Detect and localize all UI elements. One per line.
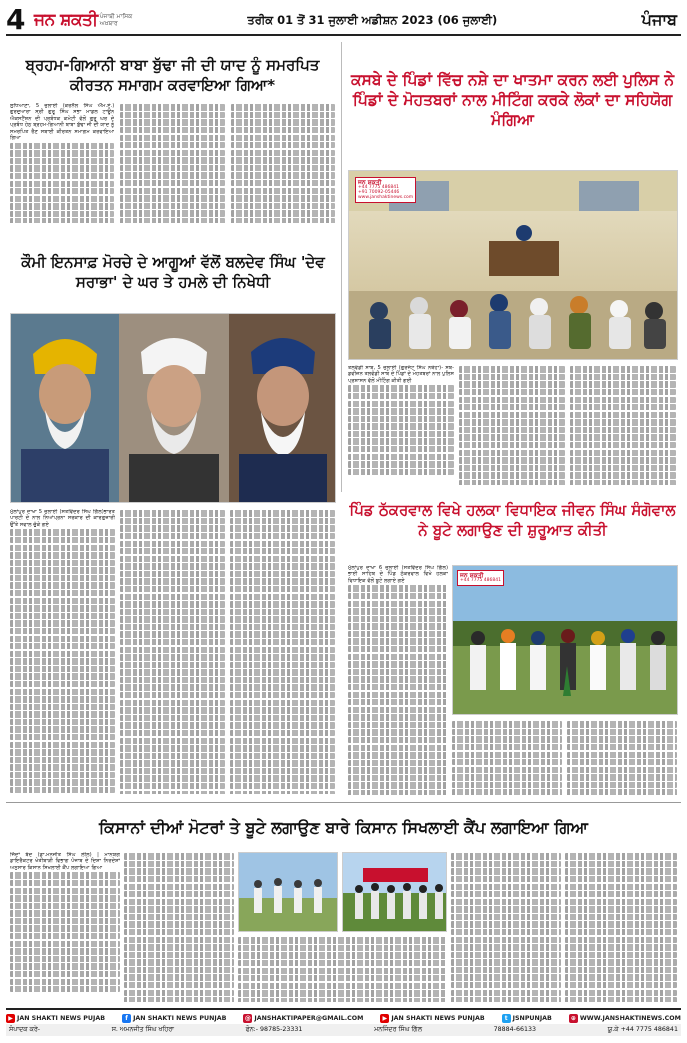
article-column xyxy=(10,509,115,794)
article-kisan-camp xyxy=(6,806,681,1006)
social-link-label: JANSHAKTIPAPER@GMAIL.COM xyxy=(254,1014,364,1022)
article-column xyxy=(459,365,565,485)
social-link[interactable] xyxy=(569,1014,681,1023)
social-link-label: JAN SHAKTI NEWS PUNJAB xyxy=(391,1014,485,1022)
logo-tagline: ਪੰਜਾਬੀ ਮਾਸਿਕ ਅਖ਼ਬਾਰ xyxy=(99,13,133,27)
article-column xyxy=(238,936,447,1002)
article-column xyxy=(451,852,561,1002)
article-dateline: ਜਿੱਦਾਂ ਬੰਦ (ਡਾ.ਮਨਜੀਤ ਸਿੰਘ ਲੀਲ) | ਮਾਨਯੋਗ ਡਾਇਰੈਕਟਰ ਖੇਤੀਬਾੜੀ ਵਿਭਾਗ ਪੰਜਾਬ ਦੇ ਦਿਸ਼ਾ ਨਿਰਦੇਸ਼ਾਂ ਅਨੁਸਾਰ ਕਿਸਾਨ ਸਿਖਲਾਈ ਕੈਂਪ ਲਗਾਇਆ ਗਿਆ xyxy=(10,852,120,871)
article-column xyxy=(565,852,677,1002)
social-link-label: WWW.JANSHAKTINEWS.COM xyxy=(579,1014,681,1022)
camp-photo-right xyxy=(342,852,447,932)
social-link[interactable] xyxy=(122,1014,226,1023)
article-qaumi-insaf xyxy=(6,245,340,800)
globe-icon: ⊕ xyxy=(570,1014,576,1022)
article-dateline: ਤਲਵੰਡੀ ਸਾਬੋ, 5 ਜੁਲਾਈ (ਗੁਰਜੰਟ ਸਿੰਘ ਨਥੇਹਾ)- ਸਬ-ਡਵੀਜ਼ਨ ਤਲਵੰਡੀ ਸਾਬੋ ਦੇ ਪਿੰਡਾਂ ਦੇ ਮੋਹਤਬਰਾਂ ਨਾਲ ਪੁਲਿਸ ਪ੍ਰਸ਼ਾਸਨ ਵੱਲੋਂ ਮੀਟਿੰਗ ਕੀਤੀ ਗਈ xyxy=(348,365,454,384)
section-name: ਪੰਜਾਬ xyxy=(641,10,677,29)
article-nashe xyxy=(344,40,681,500)
edition-dateline: ਤਰੀਕ 01 ਤੋਂ 31 ਜੁਲਾਈ ਅਡੀਸ਼ਨ 2023 (06 ਜੁਲਾਈ) xyxy=(247,12,498,27)
article-column xyxy=(120,509,225,794)
article-column xyxy=(10,852,120,1002)
camp-photo-left-image xyxy=(239,853,338,932)
badge-logo: ਜਨ ਸ਼ਕਤੀ xyxy=(460,572,484,579)
article-dateline: ਲੁਧਿਆਣਾ, 5 ਜੁਲਾਈ (ਕਰਨੈਲ ਸਿੰਘ ਐੱਮ.ਏ.) ਗੁਰਦੁਆਰਾ ਸ੍ਰੀ ਗੁਰੂ ਸਿੰਘ ਸਭਾ ਮਾਡਲ ਟਾਊਨ ਐਕਸਟੈਂਸ਼ਨ ਦੀ ਪ੍ਰਬੰਧਕ ਕਮੇਟੀ ਵੱਲੋਂ ਗੁਰੂ ਘਰ ਦੇ ਪ੍ਰਬੰਧ ਹੇਠ ਬ੍ਰਹਮ-ਗਿਆਨੀ ਬਾਬਾ ਬੁੱਢਾ ਜੀ ਦੀ ਯਾਦ ਨੂੰ ਸਮਰਪਿਤ ਰੈਣ ਸਬਾਈ ਕੀਰਤਨ ਸਮਾਗਮ ਕਰਵਾਇਆ ਗਿਆ xyxy=(10,103,115,142)
badge-phone: +44 7775 486841 xyxy=(358,185,399,190)
social-link[interactable] xyxy=(6,1014,105,1023)
article-headline: ਕਿਸਾਨਾਂ ਦੀਆਂ ਮੋਟਰਾਂ ਤੇ ਬੂਟੇ ਲਗਾਉਣ ਬਾਰੇ ਕਿਸਾਨ ਸਿਖਲਾਈ ਕੈਂਪ ਲਗਾਇਆ ਗਿਆ xyxy=(99,818,588,837)
badge-phone: +44 7775 486841 xyxy=(460,578,501,583)
section-divider xyxy=(6,802,681,803)
article-headline: ਕੌਮੀ ਇਨਸਾਫ਼ ਮੋਰਚੇ ਦੇ ਆਗੂਆਂ ਵੱਲੋਂ ਬਲਦੇਵ ਸਿੰਘ 'ਦੇਵ ਸਰਾਭਾ' ਦੇ ਘਰ ਤੇ ਹਮਲੇ ਦੀ ਨਿਖੇਧੀ xyxy=(21,253,325,291)
article-column xyxy=(120,103,224,223)
article-column xyxy=(567,720,677,795)
article-baba-budha xyxy=(6,40,339,240)
camp-photo-left xyxy=(238,852,338,932)
article-column xyxy=(570,365,676,485)
web-icon: @ xyxy=(244,1014,251,1022)
article-column xyxy=(231,103,335,223)
article-dateline: ਮੁੱਲਾਂਪੁਰ ਦਾਖਾ 5 ਜੁਲਾਈ (ਸਤਵਿੰਦਰ ਸਿੰਘ ਗਿੱਲ)ਭਾਰਤ ਪਾਰਟੀ ਦੇ ਨਾਲ ਨਿਆਂਪ੍ਰਨਾ ਸਰਕਾਰ ਦੀ ਕਾਰਗੁਜ਼ਾਰੀ ਉੱਤੇ ਸਵਾਲ ਚੁੱਕੇ ਗਏ xyxy=(10,509,115,528)
info-phone: ਫੋਨ:- 98785-23331 xyxy=(245,1026,303,1033)
badge-website: www.janshaktinews.com xyxy=(358,195,414,200)
plantation-photo-image xyxy=(453,566,678,715)
ad-badge xyxy=(355,177,416,203)
newspaper-logo xyxy=(34,10,134,30)
contact-info xyxy=(6,1024,681,1036)
page-number: 4 xyxy=(6,3,26,36)
logo-text: ਜਨ ਸ਼ਕਤੀ xyxy=(34,10,98,30)
badge-logo: ਜਨ ਸ਼ਕਤੀ xyxy=(358,179,382,186)
youtube-icon: ▶ xyxy=(380,1014,389,1023)
leaders-photo xyxy=(10,313,336,503)
meeting-photo xyxy=(348,170,678,360)
info-name-2: ਮਨਜਿੰਦਰ ਸਿੰਘ ਗਿੱਲ xyxy=(374,1026,422,1033)
info-editor-label: ਸੰਪਾਦਕ ਕਰੇ- xyxy=(9,1026,40,1033)
info-editor-name: ਸ. ਅਮਨਜੀਤ ਸਿੰਘ ਖਹਿਰਾ xyxy=(111,1026,174,1033)
footer xyxy=(6,1008,681,1038)
article-headline: ਬ੍ਰਹਮ-ਗਿਆਨੀ ਬਾਬਾ ਬੁੱਢਾ ਜੀ ਦੀ ਯਾਦ ਨੂੰ ਸਮਰਪਿਤ ਕੀਰਤਨ ਸਮਾਗਮ ਕਰਵਾਇਆ ਗਿਆ* xyxy=(25,56,320,94)
info-phone-2: 78884-66133 xyxy=(493,1026,536,1033)
article-column xyxy=(124,852,234,1002)
twitter-icon: t xyxy=(502,1014,511,1023)
social-link-label: JSNPUNJAB xyxy=(512,1014,552,1022)
badge-phone-2: +91 70092-05446 xyxy=(358,190,400,195)
article-column xyxy=(452,720,562,795)
social-link-label: JAN SHAKTI NEWS PUNJAB xyxy=(133,1014,227,1022)
social-link[interactable] xyxy=(380,1014,484,1023)
social-link-label: JAN SHAKTI NEWS PUJAB xyxy=(17,1014,106,1022)
article-column xyxy=(348,565,448,795)
article-column xyxy=(348,365,454,485)
info-uk-phone: ਯੂ.ਕੇ +44 7775 486841 xyxy=(607,1026,678,1033)
social-link[interactable] xyxy=(243,1014,363,1023)
social-link[interactable] xyxy=(502,1014,552,1023)
masthead xyxy=(6,3,681,36)
column-divider xyxy=(341,42,342,492)
youtube-icon: ▶ xyxy=(6,1014,15,1023)
facebook-icon: f xyxy=(122,1014,131,1023)
camp-photo-right-image xyxy=(343,853,447,932)
ad-badge xyxy=(457,570,504,586)
plantation-photo xyxy=(452,565,678,715)
article-headline: ਪਿੰਡ ਠੱਕਰਵਾਲ ਵਿਖੇ ਹਲਕਾ ਵਿਧਾਇਕ ਜੀਵਨ ਸਿੰਘ ਸੰਗੋਵਾਲ ਨੇ ਬੂਟੇ ਲਗਾਉਣ ਦੀ ਸ਼ੁਰੂਆਤ ਕੀਤੀ xyxy=(349,501,676,539)
article-headline: ਕਸਬੇ ਦੇ ਪਿੰਡਾਂ ਵਿੱਚ ਨਸ਼ੇ ਦਾ ਖਾਤਮਾ ਕਰਨ ਲਈ ਪੁਲਿਸ ਨੇ ਪਿੰਡਾਂ ਦੇ ਮੋਹਤਬਰਾਂ ਨਾਲ ਮੀਟਿੰਗ ਕਰਕੇ ਲੋਕਾਂ ਦਾ ਸਹਿਯੋਗ ਮੰਗਿਆ xyxy=(350,71,675,130)
article-thakkarwal xyxy=(344,495,681,800)
article-column xyxy=(230,509,335,794)
article-dateline: ਮੁੱਲਾਂਪੁਰ ਦਾਖਾ 6 ਜੁਲਾਈ (ਸਤਵਿੰਦਰ ਸਿੰਘ ਗਿੱਲ) ਭਾਈ ਸਾਹਿਬ ਦੇ ਪਿੰਡ ਠੱਕਰਵਾਲ ਵਿਖੇ ਹਲਕਾ ਵਿਧਾਇਕ ਵੱਲੋਂ ਬੂਟੇ ਲਗਾਏ ਗਏ xyxy=(348,565,448,584)
article-column xyxy=(10,103,114,223)
social-links xyxy=(6,1010,681,1024)
leaders-photo-image xyxy=(11,314,336,503)
